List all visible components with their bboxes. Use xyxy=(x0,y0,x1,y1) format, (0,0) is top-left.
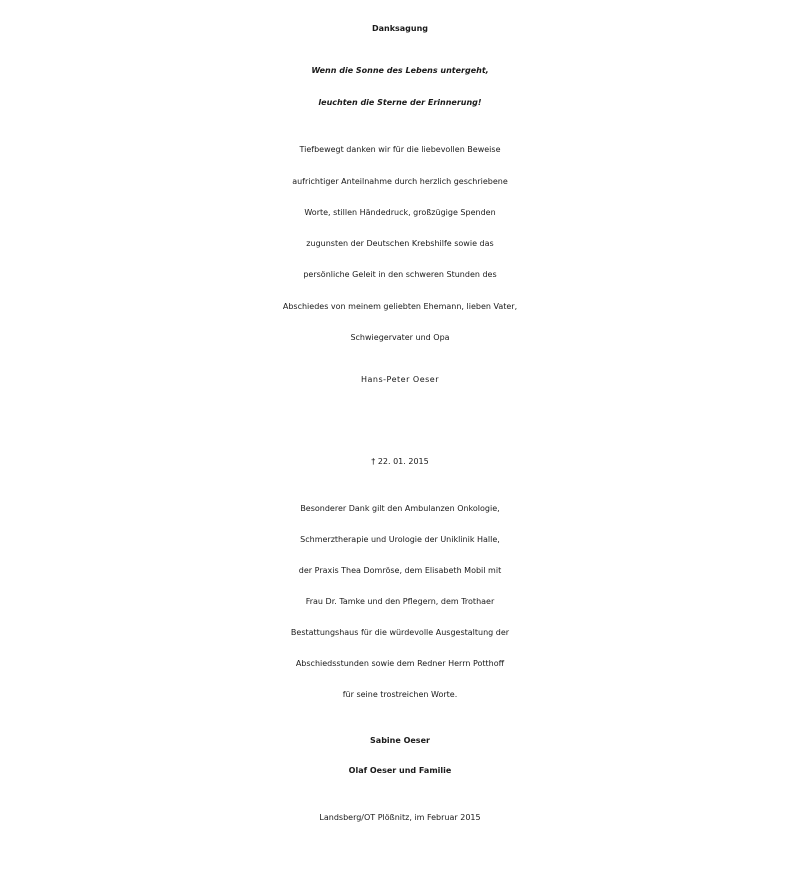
special-thanks-line: Bestattungshaus für die würdevolle Ausgestaltung der xyxy=(290,628,510,637)
thanks-line: zugunsten der Deutschen Krebshilfe sowie das xyxy=(306,239,494,248)
special-thanks-line: Besonderer Dank gilt den Ambulanzen Onkologie, xyxy=(300,504,500,513)
deceased-name: Hans-Peter Oeser xyxy=(361,375,439,384)
thanks-line: Worte, stillen Händedruck, großzügige Spenden xyxy=(304,208,496,217)
place-date: Landsberg/OT Plößnitz, im Februar 2015 xyxy=(319,813,481,822)
motto-line: Wenn die Sonne des Lebens untergeht, xyxy=(311,66,489,75)
special-thanks-line: für seine trostreichen Worte. xyxy=(342,690,458,699)
special-thanks-line: Abschiedsstunden sowie dem Redner Herrn Potthoff xyxy=(295,659,505,668)
special-thanks-line: der Praxis Thea Domröse, dem Elisabeth Mobil mit xyxy=(298,566,502,575)
motto-line: leuchten die Sterne der Erinnerung! xyxy=(318,98,482,107)
heading: Danksagung xyxy=(371,24,429,33)
signature-line: Sabine Oeser xyxy=(370,736,430,745)
special-thanks-line: Frau Dr. Tamke und den Pflegern, dem Trothaer xyxy=(305,597,495,606)
thanks-line: Schwiegervater und Opa xyxy=(350,333,450,342)
thanks-line: Abschiedes von meinem geliebten Ehemann, lieben Vater, xyxy=(282,302,518,311)
thanks-line: Tiefbewegt danken wir für die liebevollen Beweise xyxy=(299,145,501,154)
signature-line: Olaf Oeser und Familie xyxy=(348,766,452,775)
special-thanks-line: Schmerztherapie und Urologie der Uniklinik Halle, xyxy=(300,535,500,544)
thanks-line: aufrichtiger Anteilnahme durch herzlich geschriebene xyxy=(292,177,508,186)
thanks-line: persönliche Geleit in den schweren Stunden des xyxy=(303,270,497,279)
death-date: † 22. 01. 2015 xyxy=(371,457,429,466)
